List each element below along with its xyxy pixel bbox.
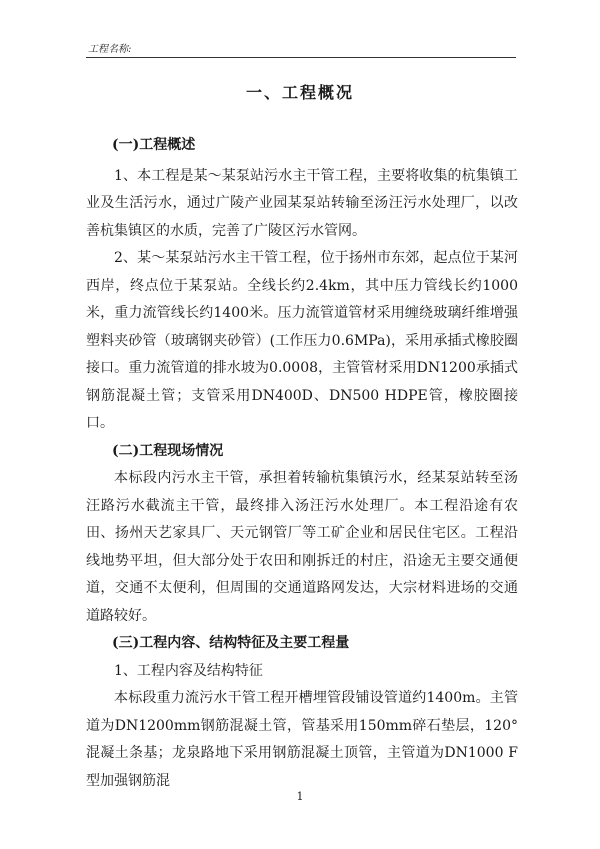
paragraph-content-1: 本标段重力流污水干管工程开槽埋管段铺设管道约1400m。主管道为DN1200mm钢筋混凝土管，管基采用150mm碎石垫层，120°混凝土条基；龙泉路地下采用钢筋混凝土顶管，主管道为DN1000 F型加强钢筋混	[86, 690, 518, 789]
section-heading-overview: (一)工程概述	[112, 137, 196, 153]
document-body	[86, 132, 518, 795]
page-title: 一、工程概况	[245, 83, 354, 102]
paragraph-overview-2: 2、某～某泵站污水主干管工程，位于扬州市东郊，起点位于某河西岸，终点位于某泵站。全线长约2.4km，其中压力管线长约1000米，重力流管线长约1400米。压力流管道管材采用缠绕玻璃纤维增强塑料夹砂管（玻璃钢夹砂管）(工作压力0.6MPa)，采用承插式橡胶圈接口。重力流管道的排水坡为0.0008，主管管材采用DN1200承插式钢筋混凝土管；支管采用DN400D、DN500 HDPE管，橡胶圈接口。	[86, 250, 518, 431]
paragraph-overview-1: 1、本工程是某～某泵站污水主干管工程，主要将收集的杭集镇工业及生活污水，通过广陵产业园某泵站转输至汤汪污水处理厂，以改善杭集镇区的水质，完善了广陵区污水管网。	[86, 167, 518, 239]
subheading-content-structure: 1、工程内容及结构特征	[114, 662, 263, 679]
section-heading-site: (二)工程现场情况	[112, 442, 224, 459]
paragraph-site-1: 本标段内污水主干管，承担着转输杭集镇污水，经某泵站转至汤汪路污水截流主干管，最终排入汤汪污水处理厂。本工程沿途有农田、扬州天艺家具厂、天元钢管厂等工矿企业和居民住宅区。工程沿线地势平坦，但大部分处于农田和刚拆迁的村庄，沿途无主要交通便道，交通不太便利，但周围的交通道路网发达，大宗材料进场的交通道路较好。	[86, 470, 518, 624]
page-number: 1	[296, 790, 304, 803]
header-project-label: 工程名称:	[88, 44, 132, 55]
section-heading-content: (三)工程内容、结构特征及主要工程量	[112, 635, 350, 651]
header-divider	[86, 57, 516, 58]
